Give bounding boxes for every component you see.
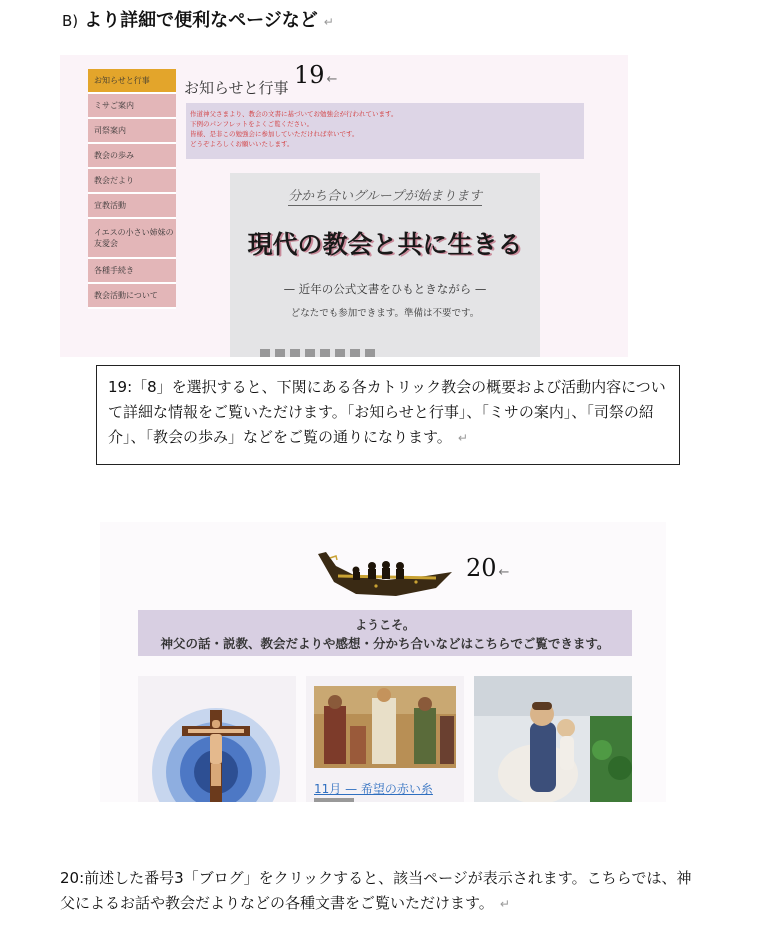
statue-image xyxy=(474,676,632,802)
return-mark: ↵ xyxy=(323,15,334,29)
return-mark: ↵ xyxy=(499,897,510,911)
sidebar-item-news[interactable]: お知らせと行事 xyxy=(88,69,176,94)
section-prefix: B) xyxy=(62,12,79,30)
sidebar-item-mass[interactable]: ミサご案内 xyxy=(88,94,176,119)
callout-marker-19 xyxy=(294,61,337,89)
caption-text: 19:「8」を選択すると、下関にある各カトリック教会の概要および活動内容について詳細な情報をご覧いただけます。「お知らせと行事」、「ミサの案内」、「司祭の紹介」、「教会の歩み」などをご覧の通りになります。 xyxy=(108,378,666,446)
sidebar-item-mission[interactable]: 宣教活動 xyxy=(88,194,176,219)
blog-card-statue[interactable] xyxy=(474,676,632,802)
cut-text xyxy=(314,798,354,802)
left-arrow-icon: ← xyxy=(498,565,510,580)
blog-card-crucifix[interactable] xyxy=(138,676,296,802)
poster-cut-text xyxy=(260,349,380,357)
caption-box-19 xyxy=(96,365,680,465)
sidebar-item-newsletter[interactable]: 教会だより xyxy=(88,169,176,194)
marker-number: 19 xyxy=(294,61,325,89)
poster-image xyxy=(230,173,540,357)
notice-line: 皆様、是非この勉強会に参加していただければ幸いです。 xyxy=(190,130,359,138)
banner-line: ようこそ。 xyxy=(355,618,415,632)
poster-title: 現代の教会と共に生きる xyxy=(247,230,523,259)
blog-post-link[interactable]: 11月 — 希望の赤い糸 xyxy=(314,782,433,796)
poster-line: — 近年の公式文書をひもときながら — xyxy=(283,282,487,296)
mosaic-image xyxy=(314,686,456,768)
sidebar-item-procedures[interactable]: 各種手続き xyxy=(88,259,176,284)
notice-line: どうぞよろしくお願いいたします。 xyxy=(190,140,294,148)
notice-line: 作道神父さまより、教会の文書に基づいてお勉強会が行われています。 xyxy=(190,110,398,118)
sidebar-item-activities[interactable]: 教会活動について xyxy=(88,284,176,309)
welcome-banner xyxy=(138,610,632,656)
crucifix-image xyxy=(138,676,296,802)
sidebar-item-priest[interactable]: 司祭案内 xyxy=(88,119,176,144)
sidebar-item-history[interactable]: 教会の歩み xyxy=(88,144,176,169)
marker-number: 20 xyxy=(466,554,497,582)
site-sidebar xyxy=(88,69,176,309)
notice-box xyxy=(186,103,584,159)
section-title: より詳細で便利なページなど xyxy=(84,10,318,31)
caption-20 xyxy=(60,866,700,917)
left-arrow-icon: ← xyxy=(326,72,338,87)
banner-line: 神父の話・説教、教会だよりや感想・分かち合いなどはこちらでご覧できます。 xyxy=(160,636,610,651)
return-mark: ↵ xyxy=(457,431,468,445)
section-heading xyxy=(62,6,334,32)
blog-card-hope[interactable] xyxy=(306,676,464,802)
poster-subtitle: 分かち合いグループが始まります xyxy=(288,189,482,204)
callout-marker-20 xyxy=(466,554,509,582)
caption-text: 20:前述した番号3「ブログ」をクリックすると、該当ページが表示されます。こちらでは、神父によるお話や教会だよりなどの各種文書をご覧いただけます。 xyxy=(60,869,692,912)
screenshot-news-page xyxy=(60,55,628,357)
boat-logo xyxy=(316,536,456,604)
poster-line: どなたでも参加できます。準備は不要です。 xyxy=(290,308,480,319)
screenshot-blog-page xyxy=(100,522,666,802)
sidebar-item-sisters[interactable]: イエスの小さい姉妹の友愛会 xyxy=(88,219,176,259)
page-title: お知らせと行事 xyxy=(184,79,289,97)
notice-line: 下例のパンフレットをよくご覧ください。 xyxy=(190,120,314,128)
